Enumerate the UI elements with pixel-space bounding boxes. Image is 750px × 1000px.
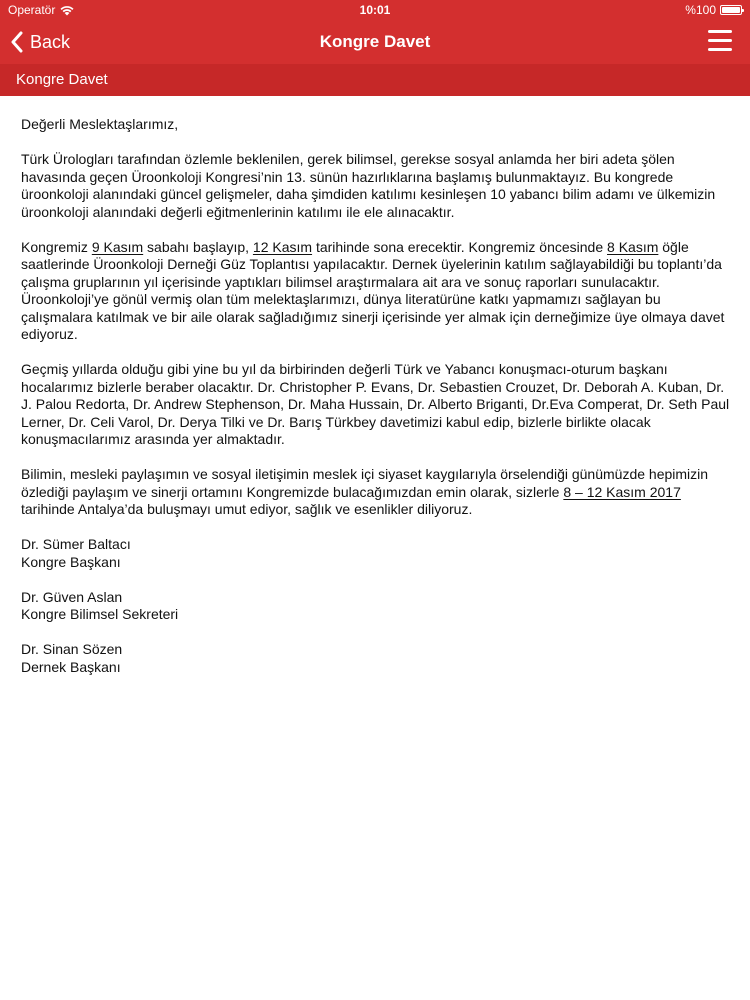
letter-paragraph-2 bbox=[21, 239, 733, 344]
battery-label: %100 bbox=[685, 3, 716, 17]
status-right bbox=[685, 0, 742, 20]
signature-role: Dernek Başkanı bbox=[21, 658, 121, 675]
status-time: 10:01 bbox=[359, 3, 391, 17]
signature-name: Dr. Sinan Sözen bbox=[21, 641, 123, 657]
hamburger-icon-line bbox=[708, 30, 732, 33]
date-link[interactable]: 8 – 12 Kasım 2017 bbox=[563, 483, 681, 500]
status-bar bbox=[0, 0, 750, 20]
hamburger-icon-line bbox=[708, 39, 732, 42]
letter-content bbox=[21, 116, 733, 694]
navigation-bar bbox=[0, 20, 750, 64]
signature-block bbox=[21, 641, 733, 676]
letter-paragraph-3: Geçmiş yıllarda olduğu gibi yine bu yıl da birbirinden değerli Türk ve Yabancı konuşmacı-oturum başkanı hocalarımız bizlerle beraber olacaktır. Dr. Christopher P. Evans, Dr. Sebastien Crouzet, Dr. Deborah A. Kuban, Dr. J. Palou Redorta, Dr. Andrew Stephenson, Dr. Maha Hussain, Dr. Alberto Briganti, Dr.Eva Comperat, Dr. Seth Paul Lerner, Dr. Celi Varol, Dr. Derya Tilki ve Dr. Barış Türkbey davetimizi kabul edip, bizlerle birlikte olacak konuşmacılarımız arasında yer almaktadır. bbox=[21, 361, 730, 447]
signature-role: Kongre Başkanı bbox=[21, 553, 121, 570]
letter-greeting: Değerli Meslektaşlarımız, bbox=[21, 116, 179, 132]
text-segment: öğle saatlerinde Üroonkoloji Derneği Güz Toplantısı yapılacaktır. Dernek üyelerinin katılım sağlayabildiği bu toplantı’da çalışma gruplarının yıl içerisinde yaptıkları bilimsel araştırmalara ait ara ve sonuç raporları sunulacaktır. Üroonkoloji’ye gönül vermiş olan tüm melektaşlarımızı, dünya literatürüne katkı yapmamızı sağlayan bu çalışmalara katılmak ve bir aile olarak sağladığımız sinerji içerisinde yer almak için derneğimize üye olmaya davet ediyoruz. bbox=[21, 238, 725, 342]
date-link[interactable]: 8 Kasım bbox=[607, 238, 659, 255]
date-link[interactable]: 9 Kasım bbox=[91, 238, 144, 255]
battery-icon bbox=[720, 5, 742, 15]
letter-paragraph-4 bbox=[21, 466, 733, 519]
text-segment: tarihinde Antalya’da buluşmayı umut ediyor, sağlık ve esenlikler diliyoruz. bbox=[21, 501, 473, 517]
signature-block bbox=[21, 589, 733, 624]
hamburger-icon-line bbox=[708, 48, 732, 51]
text-segment: tarihinde sona erecektir. Kongremiz öncesinde bbox=[312, 238, 608, 255]
carrier-label: Operatör bbox=[8, 3, 56, 17]
menu-button[interactable] bbox=[708, 30, 732, 52]
text-segment: sabahı başlayıp, bbox=[143, 238, 253, 255]
back-button-label: Back bbox=[30, 31, 71, 52]
signature-block bbox=[21, 536, 733, 571]
signature-name: Dr. Sümer Baltacı bbox=[21, 536, 131, 552]
text-segment: Kongremiz bbox=[21, 238, 92, 255]
nav-title: Kongre Davet bbox=[319, 32, 431, 51]
signature-name: Dr. Güven Aslan bbox=[21, 588, 123, 605]
date-link[interactable]: 12 Kasım bbox=[252, 238, 313, 255]
section-header: Kongre Davet bbox=[0, 64, 750, 96]
signature-role: Kongre Bilimsel Sekreteri bbox=[21, 606, 179, 622]
letter-paragraph-1: Türk Ürologları tarafından özlemle beklenilen, gerek bilimsel, gerekse sosyal anlamda her biri adeta şölen havasında geçen Üroonkoloji Kongresi’nin 13. sünün hazırlıklarına başlamış bulunmaktayız. Bu kongrede üroonkoloji alanındaki güncel gelişmeler, daha şimdiden katılımı kesinleşen 10 yabancı bilim adamı ve ülkemizin üroonkoloji alanındaki değerli eğitmenlerinin katılımı ile ele alınacaktır. bbox=[21, 151, 716, 220]
text-segment: Bilimin, mesleki paylaşımın ve sosyal iletişimin meslek içi siyaset kaygılarıyla örselendiği günümüzde hepimizin özlediği paylaşım ve sinerji ortamını Kongremizde bulacağımızdan emin olarak, sizlerle bbox=[21, 466, 709, 500]
